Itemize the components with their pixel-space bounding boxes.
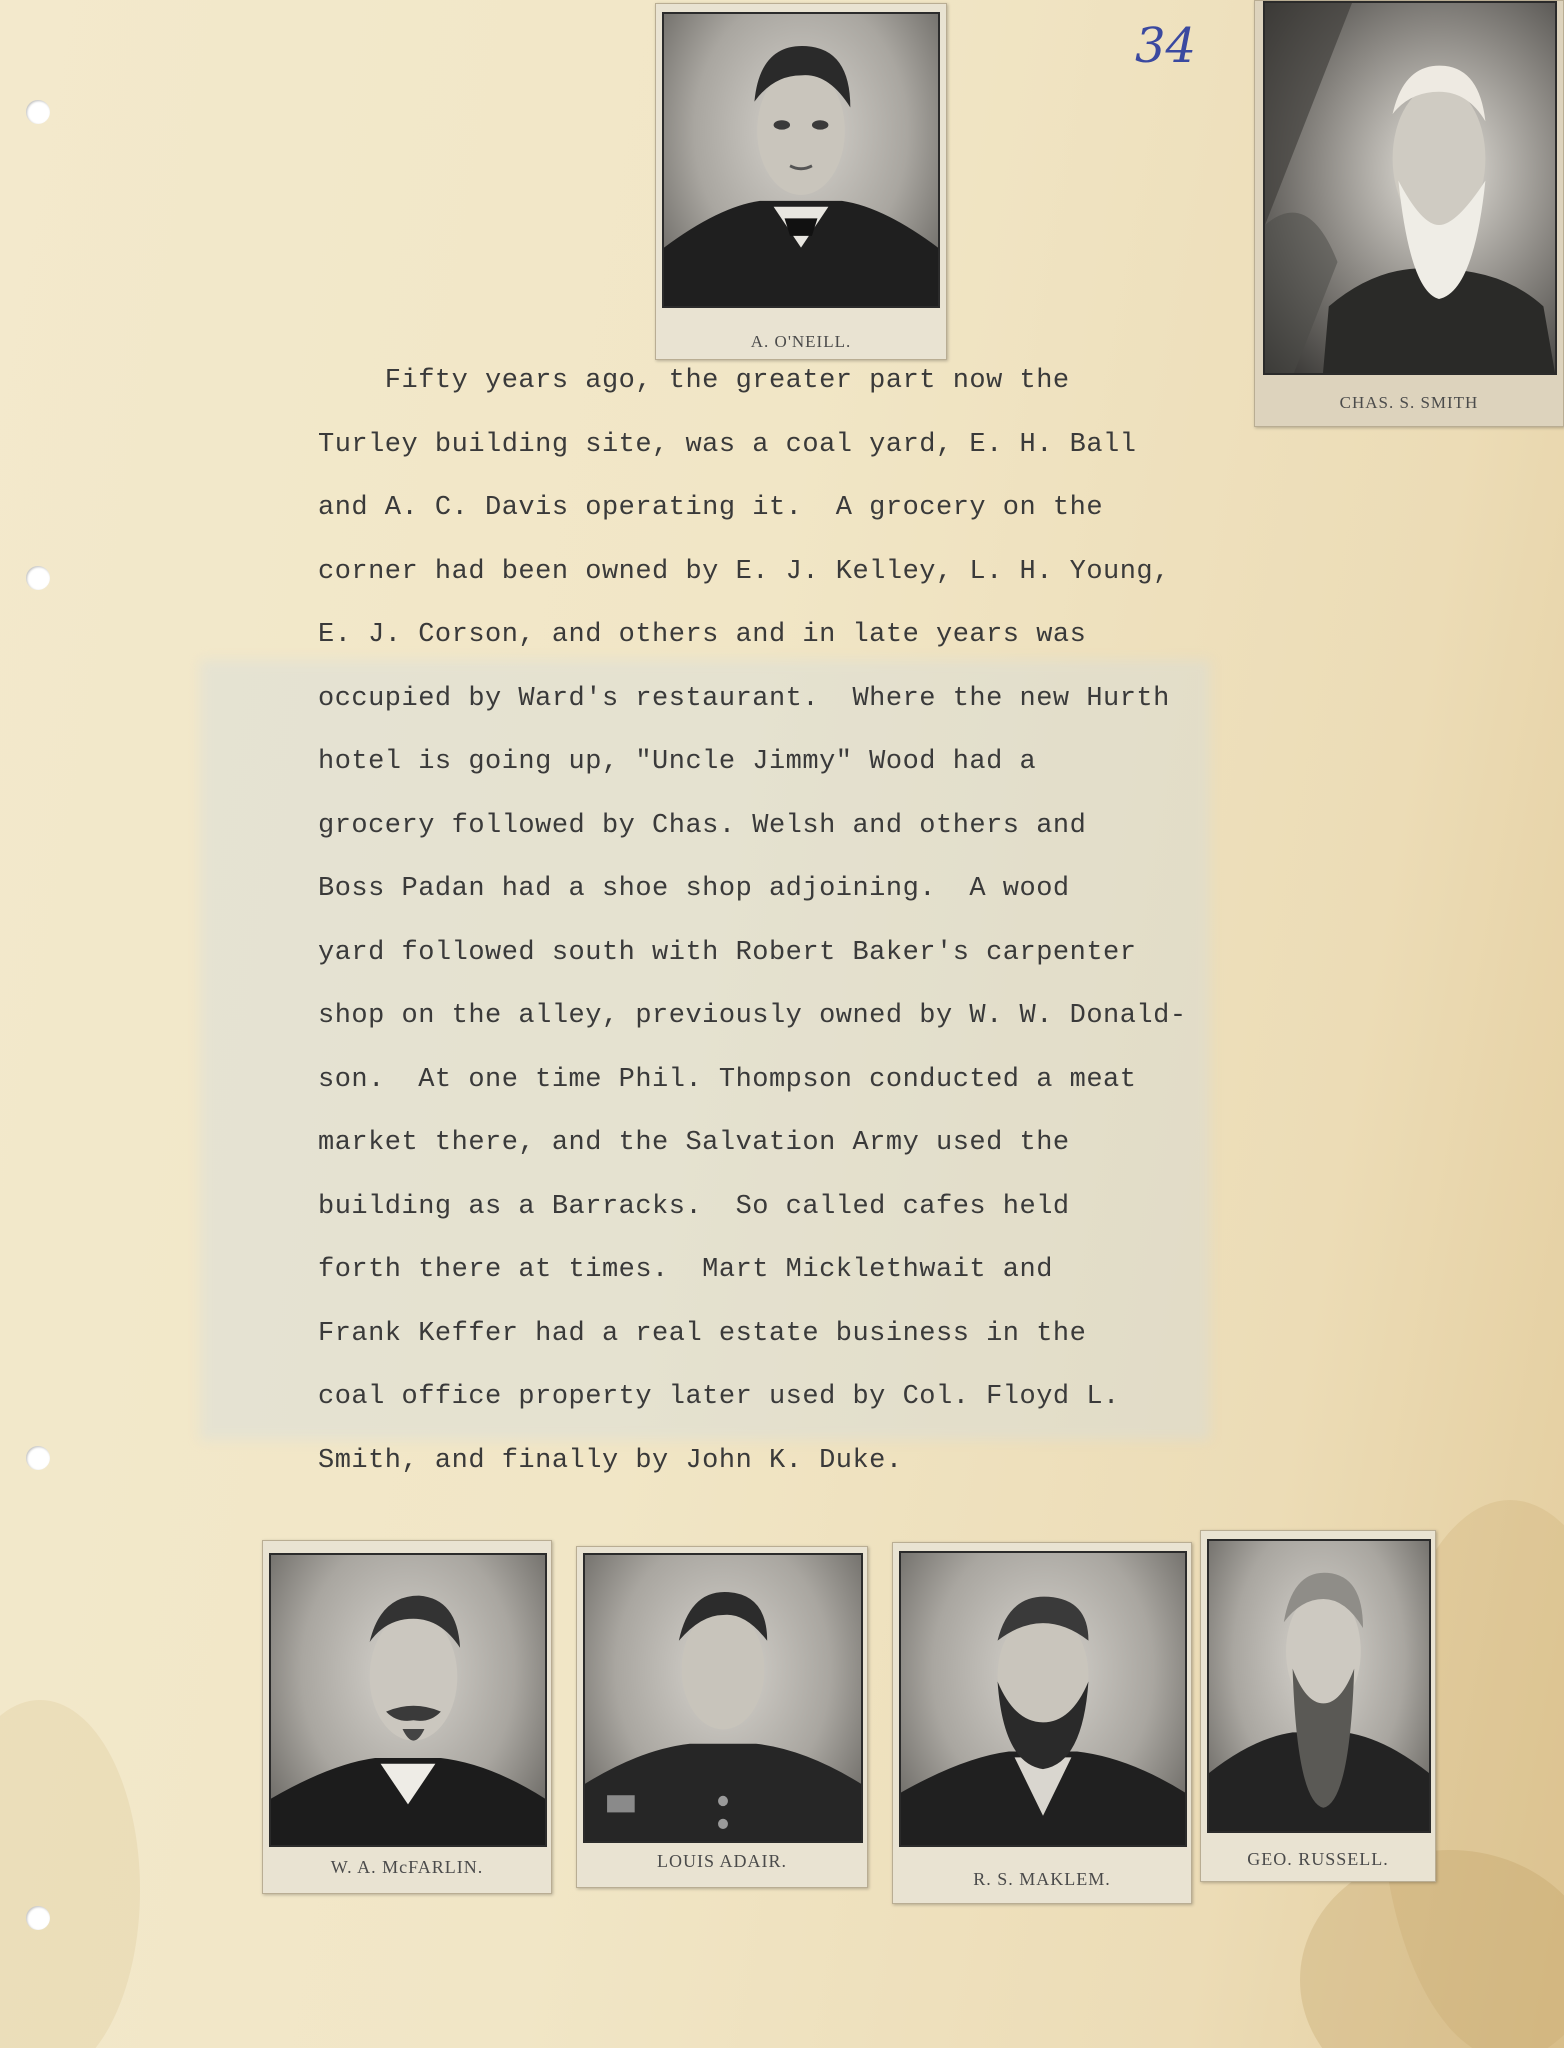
text-line: and A. C. Davis operating it. A grocery on the [318,493,1104,523]
text-line: building as a Barracks. So called cafes held [318,1191,1070,1222]
text-line: shop on the alley, previously owned by W. W. Donald- [318,1001,1187,1031]
portrait-caption: GEO. RUSSELL. [1247,1849,1389,1869]
typewritten-text [318,350,1298,1493]
paper-stain [0,1700,140,2048]
portrait-image [585,1555,861,1841]
portrait-photo [1207,1539,1431,1833]
portrait-photo [583,1553,863,1843]
portrait-photo [1263,1,1557,375]
punch-hole [26,1906,50,1930]
text-line: market there, and the Salvation Army used the [318,1128,1070,1158]
text-line: yard followed south with Robert Baker's carpenter [318,937,1137,968]
punch-hole [26,100,50,124]
text-line: grocery followed by Chas. Welsh and others and [318,810,1087,841]
portrait-photo [899,1551,1187,1847]
text-line: Boss Padan had a shoe shop adjoining. A wood [318,874,1070,904]
portrait-clipping [1200,1530,1436,1882]
portrait-caption: CHAS. S. SMITH [1339,393,1479,412]
portrait-clipping [655,3,947,360]
text-line: Turley building site, was a coal yard, E. H. Ball [318,429,1137,460]
text-line: hotel is going up, "Uncle Jimmy" Wood had a [318,747,1037,777]
portrait-clipping [1254,0,1564,427]
portrait-photo [662,12,940,308]
text-line: Fifty years ago, the greater part now the [318,366,1070,396]
portrait-photo [269,1553,547,1847]
portrait-caption: R. S. MAKLEM. [973,1869,1111,1889]
portrait-image [271,1555,545,1845]
punch-hole [26,566,50,590]
text-line: Smith, and finally by John K. Duke. [318,1445,903,1476]
portrait-clipping [262,1540,552,1894]
text-line: corner had been owned by E. J. Kelley, L. H. Young, [318,556,1170,587]
text-line: occupied by Ward's restaurant. Where the new Hurth [318,683,1170,714]
portrait-image [1265,3,1555,373]
portrait-clipping [892,1542,1192,1904]
text-line: son. At one time Phil. Thompson conducted a meat [318,1064,1137,1095]
text-line: forth there at times. Mart Micklethwait and [318,1255,1053,1285]
portrait-image [1209,1541,1429,1831]
portrait-caption: A. O'NEILL. [750,332,852,351]
text-line: coal office property later used by Col. Floyd L. [318,1382,1120,1412]
portrait-caption: W. A. McFARLIN. [330,1857,484,1877]
portrait-image [664,14,938,306]
text-line: Frank Keffer had a real estate business in the [318,1318,1087,1349]
portrait-clipping [576,1546,868,1888]
portrait-caption: LOUIS ADAIR. [656,1851,787,1871]
portrait-image [901,1553,1185,1845]
text-line: E. J. Corson, and others and in late years was [318,620,1087,650]
page-number: 34 [1135,18,1197,74]
punch-hole [26,1446,50,1470]
